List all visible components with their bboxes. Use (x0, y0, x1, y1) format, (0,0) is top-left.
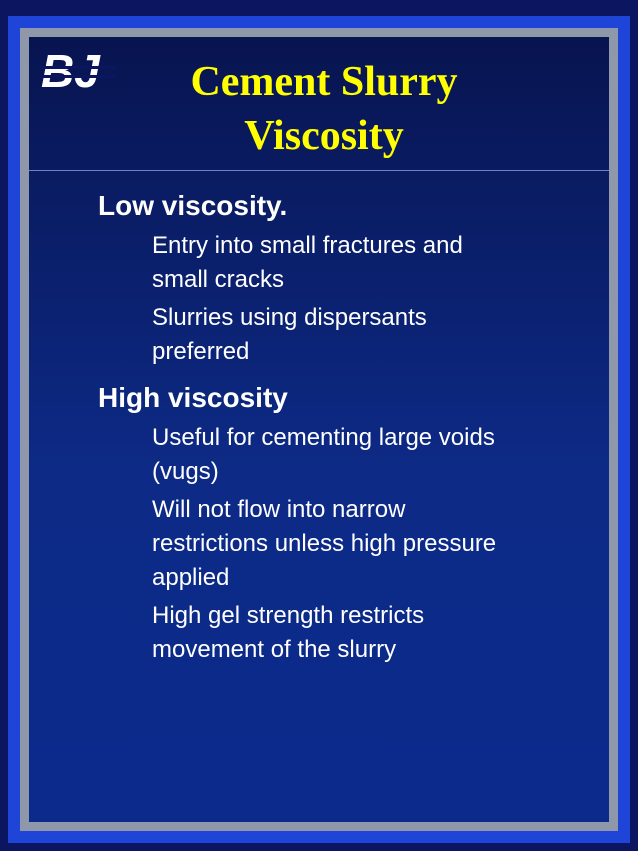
logo-stripe (39, 75, 117, 78)
title-line-1: Cement Slurry (190, 59, 458, 105)
sub-bullet-line: movement of the slurry (152, 636, 397, 663)
sub-bullet-line: preferred (152, 338, 250, 365)
slide-title (149, 55, 499, 163)
sub-bullet (29, 599, 609, 667)
sub-bullet-line: Will not flow into narrow (152, 496, 406, 523)
sub-bullet-line: Slurries using dispersants (152, 304, 427, 331)
logo-stripe (39, 66, 117, 69)
sub-bullet-line: applied (152, 564, 230, 591)
bullet-text: Low viscosity. (98, 190, 288, 221)
slide (29, 37, 609, 822)
sub-bullet (29, 421, 609, 489)
sub-bullet-line: restrictions unless high pressure (152, 530, 497, 557)
sub-bullet-line: small cracks (152, 266, 285, 293)
bullet-text: High viscosity (98, 382, 288, 413)
sub-bullet-line: (vugs) (152, 458, 219, 485)
sub-bullet (29, 301, 609, 369)
bullet-low-viscosity (29, 187, 609, 225)
title-divider (29, 170, 609, 171)
sub-bullet (29, 229, 609, 297)
bullet-high-viscosity (29, 379, 609, 417)
title-band (29, 37, 609, 171)
sub-bullet (29, 493, 609, 595)
sub-bullet-line: High gel strength restricts (152, 602, 425, 629)
title-line-2: Viscosity (244, 113, 404, 159)
bj-logo (39, 45, 117, 93)
sub-bullet-line: Entry into small fractures and (152, 232, 463, 259)
sub-bullet-line: Useful for cementing large voids (152, 424, 495, 451)
slide-body (29, 187, 609, 671)
